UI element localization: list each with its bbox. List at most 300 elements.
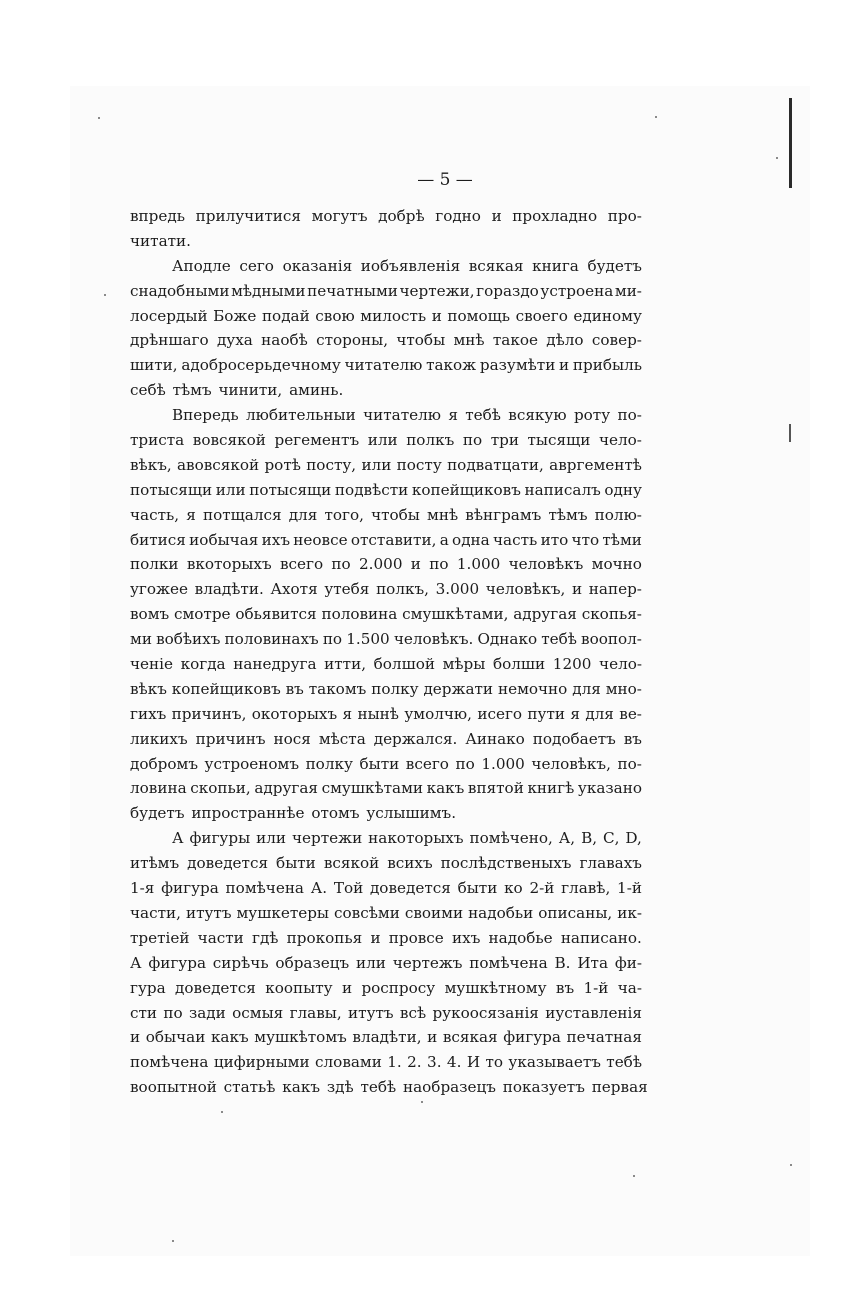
scan-edge-tick: [789, 424, 791, 442]
word: того,: [324, 505, 364, 524]
word: что: [571, 530, 600, 549]
text-line: [130, 752, 642, 777]
word: чертежи: [291, 829, 363, 848]
word: фигуры: [189, 829, 251, 848]
word: одну: [604, 480, 642, 499]
word: всякая: [442, 1028, 498, 1047]
word: тѣмъ: [172, 381, 212, 400]
word: надобьи: [468, 903, 534, 922]
text-line: [130, 428, 642, 453]
word: мушкѣтомъ: [254, 1028, 347, 1047]
word: 1-я: [130, 879, 155, 898]
word: цифирными: [213, 1053, 310, 1072]
word: части: [197, 928, 244, 947]
word: Однако: [477, 630, 538, 649]
text-line: [130, 627, 642, 652]
word: прилучитися: [195, 207, 301, 225]
word: мѣры: [442, 655, 486, 674]
word: иобъявленія: [360, 256, 461, 275]
word: вѣкъ: [130, 679, 167, 698]
word: печатная: [566, 1028, 642, 1047]
word: ротѣ: [264, 455, 301, 474]
word: добрѣ: [378, 207, 425, 225]
word: совсѣми: [334, 903, 400, 922]
word: какъ: [210, 1028, 249, 1047]
word: какъ: [426, 779, 465, 798]
word: показуетъ: [502, 1078, 585, 1097]
word: и: [341, 978, 353, 997]
word: мушкѣтному: [444, 978, 547, 997]
text-line: [130, 901, 642, 926]
word: також: [426, 356, 477, 375]
word: тебѣ: [541, 630, 577, 649]
word: мочно: [591, 555, 642, 574]
word: ик-: [617, 903, 642, 922]
word: ми: [130, 630, 152, 649]
scan-speck: [421, 1101, 423, 1103]
word: ихъ: [261, 530, 290, 549]
word: обычаи: [145, 1028, 206, 1047]
word: въ: [623, 729, 642, 748]
word: Аподле: [172, 256, 231, 275]
word: аминь.: [289, 381, 344, 400]
word: 1200: [552, 655, 592, 674]
word: А: [172, 829, 184, 848]
word: осмыя: [232, 1003, 284, 1022]
scan-speck: [172, 1240, 174, 1242]
word: ми-: [614, 281, 642, 300]
word: роту: [573, 406, 611, 425]
scan-speck: [790, 1164, 792, 1166]
word: прокопья: [286, 928, 363, 947]
word: чело-: [598, 431, 642, 450]
word: владѣти,: [352, 1028, 422, 1047]
word: 1.500: [346, 630, 390, 649]
word: тысящи: [527, 431, 591, 450]
text-line: [130, 552, 642, 577]
text-line: [130, 951, 642, 976]
word: главы,: [289, 1003, 342, 1022]
word: единому: [573, 306, 642, 325]
word: пути: [527, 704, 565, 723]
word: причинъ: [195, 729, 266, 748]
word: и: [410, 555, 421, 574]
word: копейщиковъ: [171, 679, 281, 698]
word: зади: [188, 1003, 226, 1022]
word: описаны,: [538, 903, 613, 922]
word: годно: [435, 207, 481, 225]
word: половина: [321, 605, 398, 624]
word: иобычая: [189, 530, 259, 549]
word: мушкетеры: [236, 903, 330, 922]
word: будетъ: [587, 256, 642, 275]
word: скопьи,: [190, 779, 251, 798]
word: надобье: [488, 928, 553, 947]
word: въ: [555, 978, 575, 997]
text-line: [130, 279, 642, 304]
word: умолчю,: [404, 704, 472, 723]
word: гура: [130, 978, 166, 997]
word: половинахъ: [224, 630, 319, 649]
word: ча-: [617, 978, 642, 997]
word: смотре: [173, 605, 231, 624]
word: отставити,: [350, 530, 437, 549]
word: одна: [452, 530, 490, 549]
word: совер-: [591, 331, 642, 350]
word: я: [342, 704, 353, 723]
word: чело-: [599, 655, 642, 674]
word: А: [130, 953, 142, 972]
word: тѣмъ: [548, 505, 588, 524]
word: вѣкъ,: [130, 455, 172, 474]
word: ловина: [130, 779, 187, 798]
word: держался.: [373, 729, 458, 748]
word: своего: [515, 306, 568, 325]
word: регементъ: [274, 431, 360, 450]
word: помощь: [447, 306, 511, 325]
word: болши: [492, 655, 546, 674]
word: итти,: [324, 655, 367, 674]
word: помѣчена: [469, 953, 548, 972]
word: ченіе: [130, 655, 173, 674]
word: для: [288, 505, 318, 524]
word: послѣдственыхъ: [440, 854, 572, 873]
word: или: [361, 455, 392, 474]
word: болшой: [373, 655, 435, 674]
word: свою: [315, 306, 355, 325]
word: Той: [333, 879, 364, 898]
word: потщался: [202, 505, 282, 524]
text-line: [130, 826, 642, 851]
word: ликихъ: [130, 729, 188, 748]
word: 1.000: [456, 555, 501, 574]
word: для: [572, 679, 601, 698]
scan-speck: [633, 1175, 635, 1177]
word: вкоторыхъ: [186, 555, 272, 574]
word: статьѣ: [223, 1078, 276, 1097]
word: или: [367, 431, 398, 450]
word: Ахотя: [270, 580, 318, 599]
word: воопытной: [130, 1078, 217, 1097]
word: по: [429, 555, 449, 574]
word: сего: [239, 256, 274, 275]
word: всякая: [468, 256, 524, 275]
word: тебѣ: [606, 1053, 642, 1072]
scan-speck: [221, 1111, 223, 1113]
scan-speck: [104, 294, 106, 296]
text-line: [130, 528, 642, 553]
word: или: [355, 953, 386, 972]
word: ипространнѣе: [191, 804, 305, 823]
word: и: [370, 928, 381, 947]
word: триста: [130, 431, 185, 450]
word: 4.: [446, 1053, 462, 1072]
word: тебѣ: [465, 406, 501, 425]
word: ко: [504, 879, 523, 898]
word: рукоосязанія: [432, 1003, 539, 1022]
word: провсе: [388, 928, 444, 947]
word: устроена: [540, 281, 614, 300]
word: части,: [130, 903, 181, 922]
word: написалъ: [524, 480, 601, 499]
word: по: [455, 754, 475, 773]
word: я: [448, 406, 458, 425]
word: словами: [315, 1053, 382, 1072]
word: по: [322, 630, 343, 649]
word: разумѣти: [479, 356, 556, 375]
word: полку: [305, 754, 353, 773]
word: ито: [540, 530, 569, 549]
text-line: [130, 976, 642, 1001]
word: А,: [558, 829, 576, 848]
word: А.: [310, 879, 328, 898]
word: Ита: [577, 953, 609, 972]
word: ихъ: [452, 928, 481, 947]
word: адобросерьдечному: [181, 356, 341, 375]
word: образецъ: [275, 953, 350, 972]
word: 2.000: [359, 555, 403, 574]
text-line: [130, 727, 642, 752]
word: читати.: [130, 231, 191, 250]
word: такое: [492, 331, 538, 350]
word: вомъ: [130, 605, 170, 624]
word: фигура: [161, 879, 219, 898]
word: авргементѣ: [549, 455, 642, 474]
word: мно-: [605, 679, 642, 698]
word: по: [163, 1003, 183, 1022]
word: 2.: [407, 1053, 422, 1072]
word: обьявится: [235, 605, 317, 624]
word: 1-й: [583, 978, 609, 997]
word: 1.000: [481, 754, 525, 773]
word: чертежи,: [399, 281, 475, 300]
word: чертежъ: [392, 953, 463, 972]
word: своими: [404, 903, 464, 922]
word: шити,: [130, 356, 178, 375]
word: человѣкъ: [508, 555, 584, 574]
word: могутъ: [311, 207, 368, 225]
word: чтобы: [371, 505, 420, 524]
text-line: [130, 652, 642, 677]
text-line: [130, 1025, 642, 1050]
word: доведется: [175, 978, 256, 997]
text-line: [130, 1001, 642, 1026]
text-line: [130, 1075, 648, 1100]
word: потысящи: [130, 480, 213, 499]
word: копейщиковъ: [411, 480, 521, 499]
word: часть,: [130, 505, 180, 524]
word: всякую: [508, 406, 567, 425]
word: исего: [477, 704, 523, 723]
word: быти: [276, 854, 316, 873]
word: чинити,: [218, 381, 283, 400]
word: полку: [371, 679, 419, 698]
word: Впередь: [172, 406, 239, 425]
word: главахъ: [579, 854, 642, 873]
scan-speck: [655, 116, 657, 118]
text-line: [130, 503, 642, 528]
word: В.: [554, 953, 571, 972]
word: держати: [423, 679, 494, 698]
word: милость: [360, 306, 427, 325]
word: всего: [279, 555, 324, 574]
text-line: [130, 403, 642, 428]
word: полки: [130, 555, 179, 574]
word: ве-: [619, 704, 642, 723]
word: нося: [273, 729, 311, 748]
word: тѣми: [602, 530, 642, 549]
word: 3.000: [435, 580, 480, 599]
word: гихъ: [130, 704, 167, 723]
word: И: [466, 1053, 481, 1072]
text-line: [130, 378, 642, 403]
word: подай: [261, 306, 310, 325]
word: то: [485, 1053, 503, 1072]
word: часть: [493, 530, 538, 549]
word: полю-: [594, 505, 642, 524]
word: вѣнграмъ: [465, 505, 542, 524]
text-line: [130, 876, 642, 901]
word: битися: [130, 530, 186, 549]
text-line: [130, 926, 642, 951]
text-line: [130, 801, 642, 826]
word: полкъ: [406, 431, 455, 450]
word: гораздо: [476, 281, 539, 300]
scan-speck: [98, 117, 100, 119]
word: причинъ,: [171, 704, 247, 723]
text-line: [130, 204, 642, 229]
word: прохладно: [512, 207, 598, 225]
scan-speck: [776, 157, 778, 159]
text-line: [130, 353, 642, 378]
word: сирѣчь: [212, 953, 269, 972]
word: чтобы: [396, 331, 446, 350]
word: указываетъ: [508, 1053, 601, 1072]
word: В,: [581, 829, 598, 848]
word: про-: [607, 207, 642, 225]
word: лосердый: [130, 306, 208, 325]
word: человѣкъ,: [485, 580, 566, 599]
word: владѣти.: [194, 580, 264, 599]
word: добромъ: [130, 754, 198, 773]
word: наобѣ: [261, 331, 308, 350]
word: угожее: [130, 580, 188, 599]
word: по-: [617, 406, 642, 425]
word: духа: [216, 331, 253, 350]
word: фигура: [148, 953, 206, 972]
word: написано.: [560, 928, 642, 947]
word: итутъ: [348, 1003, 394, 1022]
word: мнѣ: [427, 505, 459, 524]
word: итѣмъ: [130, 854, 180, 873]
word: гдѣ: [252, 928, 279, 947]
word: дрѣншаго: [130, 331, 209, 350]
body-text: [130, 204, 648, 1100]
word: три: [490, 431, 519, 450]
word: коопыту: [265, 978, 333, 997]
text-line: [130, 453, 642, 478]
word: когда: [180, 655, 226, 674]
word: посту: [396, 455, 442, 474]
word: и: [431, 306, 442, 325]
word: утебя: [324, 580, 370, 599]
word: оказанія: [282, 256, 353, 275]
word: авовсякой: [177, 455, 260, 474]
word: адругая: [513, 605, 577, 624]
word: такомъ: [308, 679, 367, 698]
word: немочно: [497, 679, 568, 698]
text-line: [130, 478, 642, 503]
word: книга: [532, 256, 579, 275]
word: а: [439, 530, 449, 549]
word: С,: [603, 829, 620, 848]
word: мѣста: [318, 729, 366, 748]
word: всякой: [323, 854, 380, 873]
word: накоторыхъ: [368, 829, 464, 848]
word: человѣкъ,: [531, 754, 611, 773]
word: 2-й: [529, 879, 555, 898]
word: я: [186, 505, 196, 524]
text-line: [130, 229, 642, 254]
text-line: [130, 577, 642, 602]
word: быти: [457, 879, 498, 898]
word: въ: [285, 679, 304, 698]
word: третіей: [130, 928, 190, 947]
text-line: [130, 702, 642, 727]
word: Боже: [213, 306, 257, 325]
word: по-: [617, 754, 642, 773]
word: дѣло: [546, 331, 584, 350]
word: мнѣ: [453, 331, 485, 350]
word: воопол-: [581, 630, 642, 649]
word: подобаетъ: [532, 729, 616, 748]
word: и: [427, 1028, 438, 1047]
word: и: [571, 580, 583, 599]
page-number: — 5 —: [417, 170, 473, 190]
word: отомъ: [311, 804, 360, 823]
text-line: [130, 328, 642, 353]
word: смушкѣтами,: [402, 605, 509, 624]
text-line: [130, 1050, 642, 1075]
word: итутъ: [185, 903, 232, 922]
word: скопья-: [581, 605, 642, 624]
word: и: [559, 356, 570, 375]
word: читателю: [344, 356, 423, 375]
word: я: [570, 704, 580, 723]
word: и: [130, 1028, 141, 1047]
word: иуставленія: [545, 1003, 642, 1022]
word: неовсе: [293, 530, 348, 549]
word: смушкѣтами: [321, 779, 424, 798]
word: печатными: [307, 281, 398, 300]
word: снадобными: [130, 281, 230, 300]
word: фи-: [614, 953, 642, 972]
word: впредь: [130, 207, 186, 225]
text-line: [130, 304, 642, 329]
text-line: [130, 254, 642, 279]
word: всего: [405, 754, 449, 773]
word: человѣкъ.: [393, 630, 474, 649]
word: потысящи: [249, 480, 332, 499]
word: доведется: [187, 854, 269, 873]
word: по: [462, 431, 483, 450]
word: устроеномъ: [204, 754, 299, 773]
text-line: [130, 677, 642, 702]
word: прибыль: [572, 356, 642, 375]
word: любительныи: [245, 406, 356, 425]
word: книгѣ: [527, 779, 575, 798]
word: посту,: [306, 455, 357, 474]
